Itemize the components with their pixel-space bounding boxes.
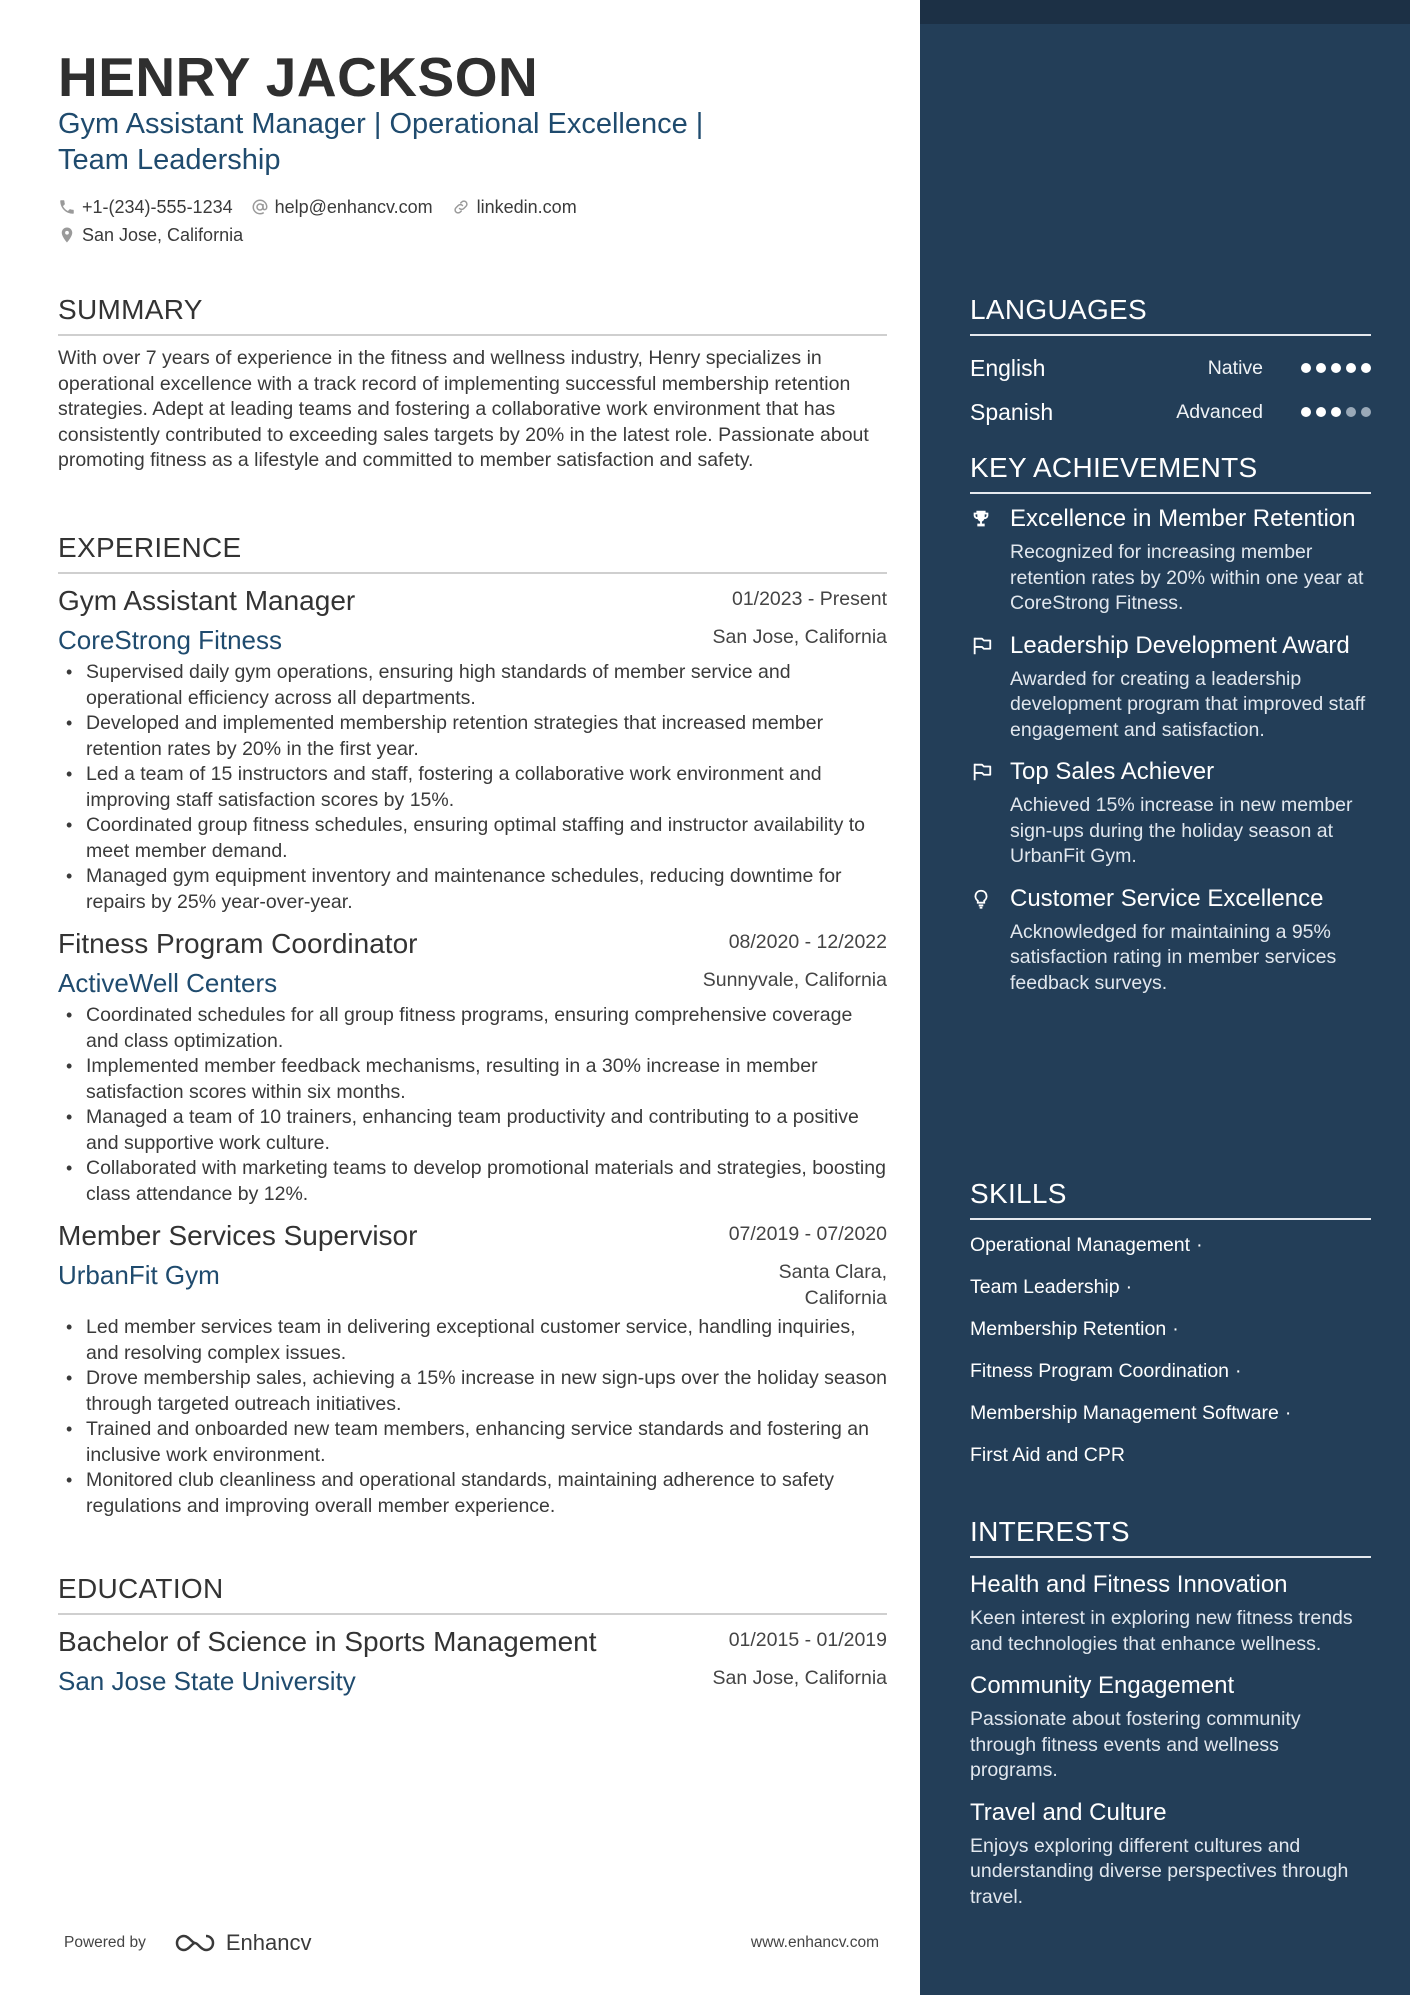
trophy-icon xyxy=(970,508,992,530)
job-bullets xyxy=(58,1315,887,1519)
achievement-item xyxy=(970,757,1371,870)
bullet-item: • Implemented member feedback mechanisms, resulting in a 30% increase in member satisfaction scores within six months. xyxy=(58,1054,887,1105)
location-text: San Jose, California xyxy=(82,224,244,245)
job-dates: 07/2019 - 07/2020 xyxy=(728,1223,887,1245)
sidebar-top-bar xyxy=(920,0,1410,24)
interest-title: Health and Fitness Innovation xyxy=(970,1571,1288,1598)
achievement-title: Top Sales Achiever xyxy=(1010,758,1215,785)
rating-dot-filled xyxy=(1301,407,1311,417)
bullet-item: • Supervised daily gym operations, ensuring high standards of member service and operational efficiency across all departments. xyxy=(58,660,887,711)
section-title: KEY ACHIEVEMENTS xyxy=(970,452,1371,494)
skills-section xyxy=(970,1178,1371,1482)
bullet-item: • Coordinated group fitness schedules, ensuring optimal staffing and instructor availability to meet member demand. xyxy=(58,813,887,864)
company-name: ActiveWell Centers xyxy=(58,968,278,998)
section-title: EDUCATION xyxy=(58,1573,887,1615)
section-title: SUMMARY xyxy=(58,294,887,336)
job-title: Gym Assistant Manager xyxy=(58,585,356,616)
lightbulb-icon xyxy=(970,888,992,910)
school-location: San Jose, California xyxy=(712,1667,887,1689)
rating-dot-empty xyxy=(1346,407,1356,417)
title-line: Gym Assistant Manager | Operational Excellence | xyxy=(58,108,704,140)
bullet-item: • Drove membership sales, achieving a 15% increase in new sign-ups over the holiday season through targeted outreach initiatives. xyxy=(58,1366,887,1417)
linkedin-contact[interactable] xyxy=(451,197,577,218)
job-bullets xyxy=(58,660,887,915)
interests-section xyxy=(970,1516,1371,1922)
language-rating xyxy=(1296,407,1371,417)
achievement-title: Customer Service Excellence xyxy=(1010,884,1324,912)
bullet-item: • Managed gym equipment inventory and maintenance schedules, reducing downtime for repairs by 25% year-over-year. xyxy=(58,864,887,915)
skill-label: Team Leadership xyxy=(970,1276,1120,1298)
school-name: San Jose State University xyxy=(58,1666,356,1696)
summary-section xyxy=(58,294,887,474)
language-name: Spanish xyxy=(970,398,1054,425)
rating-dot-filled xyxy=(1316,407,1326,417)
bullet-item: • Collaborated with marketing teams to develop promotional materials and strategies, boosting class attendance by 12%. xyxy=(58,1156,887,1207)
email-text: help@enhancv.com xyxy=(274,196,433,217)
education-dates: 01/2015 - 01/2019 xyxy=(728,1629,887,1651)
company-name: UrbanFit Gym xyxy=(58,1260,220,1290)
email-contact[interactable] xyxy=(251,197,433,218)
skill-item xyxy=(970,1440,1371,1482)
achievement-item xyxy=(970,504,1371,617)
skill-label: Operational Management xyxy=(970,1234,1191,1256)
language-level: Advanced xyxy=(1176,400,1263,423)
interest-description: Enjoys exploring different cultures and understanding diverse perspectives through travel. xyxy=(970,1834,1349,1908)
skill-label: First Aid and CPR xyxy=(970,1444,1125,1466)
job-title: Member Services Supervisor xyxy=(58,1220,418,1251)
bullet-item: • Trained and onboarded new team members, enhancing service standards and fostering an inclusive work environment. xyxy=(58,1417,887,1468)
rating-dot-filled xyxy=(1316,363,1326,373)
phone-contact[interactable] xyxy=(58,197,233,218)
skill-item: Membership Management Software · xyxy=(970,1402,1292,1424)
experience-entry xyxy=(58,1219,887,1519)
skill-item: Fitness Program Coordination · xyxy=(970,1360,1242,1382)
rating-dot-filled xyxy=(1331,363,1341,373)
language-item xyxy=(970,346,1371,390)
candidate-name: HENRY JACKSON xyxy=(58,46,539,108)
powered-by-label: Powered by xyxy=(64,1934,146,1951)
experience-section xyxy=(58,532,887,1531)
bullet-item: • Managed a team of 10 trainers, enhancing team productivity and contributing to a positive and supportive work culture. xyxy=(58,1105,887,1156)
skill-item: Team Leadership · xyxy=(970,1276,1133,1298)
bullet-item: • Developed and implemented membership retention strategies that increased member retention rates by 20% in the first year. xyxy=(58,711,887,762)
achievements-section xyxy=(970,452,1371,1010)
achievement-description: Achieved 15% increase in new member sign-ups during the holiday season at UrbanFit Gym. xyxy=(1010,794,1353,867)
job-location: San Jose, California xyxy=(712,626,887,648)
linkedin-text: linkedin.com xyxy=(476,196,577,217)
contact-info xyxy=(58,193,818,249)
bullet-item: • Led member services team in delivering exceptional customer service, handling inquiries, and resolving complex issues. xyxy=(58,1315,887,1366)
skill-item: Operational Management · xyxy=(970,1234,1203,1256)
achievement-description: Acknowledged for maintaining a 95% satisfaction rating in member services feedback surveys. xyxy=(1010,920,1337,994)
location-pin-icon xyxy=(58,226,76,244)
language-name: English xyxy=(970,354,1046,381)
interest-item xyxy=(970,1669,1371,1784)
enhancv-logo[interactable] xyxy=(172,1930,312,1956)
at-icon xyxy=(251,198,269,216)
education-section xyxy=(58,1573,887,1697)
phone-text: +1-(234)-555-1234 xyxy=(82,196,233,217)
location-contact xyxy=(58,225,243,246)
job-dates: 08/2020 - 12/2022 xyxy=(728,931,887,953)
interest-title: Community Engagement xyxy=(970,1672,1235,1699)
flag-icon xyxy=(970,635,994,657)
achievement-title: Excellence in Member Retention xyxy=(1010,505,1356,532)
skill-item: Membership Retention · xyxy=(970,1318,1179,1340)
company-name: CoreStrong Fitness xyxy=(58,625,282,655)
candidate-title xyxy=(58,106,818,178)
section-title: SKILLS xyxy=(970,1178,1371,1220)
job-location: Santa Clara, California xyxy=(778,1261,887,1309)
summary-text: With over 7 years of experience in the fitness and wellness industry, Henry specializes in operational excellence with a track record of implementing successful membership retention strategies. Adept at leading teams and fostering a collaborative work environment that has consistently contributed to exceeding sales targets by 20% in the latest role. Passionate about promoting fitness as a lifestyle and committed to member satisfaction and safety. xyxy=(58,347,869,471)
link-icon xyxy=(451,198,471,216)
achievement-item xyxy=(970,884,1371,997)
rating-dot-filled xyxy=(1301,363,1311,373)
rating-dot-filled xyxy=(1361,363,1371,373)
phone-icon xyxy=(58,198,76,216)
language-item xyxy=(970,390,1371,434)
job-dates: 01/2023 - Present xyxy=(731,588,887,610)
languages-section xyxy=(970,294,1371,434)
skill-label: Membership Retention xyxy=(970,1318,1167,1340)
brand-name: Enhancv xyxy=(225,1930,312,1955)
section-title: INTERESTS xyxy=(970,1516,1371,1558)
interest-item xyxy=(970,1796,1371,1911)
interest-description: Passionate about fostering community through fitness events and wellness programs. xyxy=(970,1708,1301,1781)
job-bullets xyxy=(58,1003,887,1207)
achievement-item xyxy=(970,631,1371,744)
degree: Bachelor of Science in Sports Management xyxy=(58,1626,597,1657)
interest-item xyxy=(970,1568,1371,1657)
flag-icon xyxy=(970,761,994,783)
section-title: LANGUAGES xyxy=(970,294,1371,336)
achievement-description: Awarded for creating a leadership development program that improved staff engagement and satisfaction. xyxy=(1010,667,1366,741)
language-rating xyxy=(1296,363,1371,373)
interest-description: Keen interest in exploring new fitness trends and technologies that enhance wellness. xyxy=(970,1607,1353,1655)
language-level: Native xyxy=(1207,356,1263,379)
job-location: Sunnyvale, California xyxy=(702,969,887,991)
bullet-item: • Led a team of 15 instructors and staff, fostering a collaborative work environment and improving staff satisfaction scores by 15%. xyxy=(58,762,887,813)
skill-label: Fitness Program Coordination xyxy=(970,1360,1230,1382)
title-line: Team Leadership xyxy=(58,144,281,176)
sidebar xyxy=(920,0,1410,1995)
rating-dot-empty xyxy=(1361,407,1371,417)
skill-label: Membership Management Software xyxy=(970,1402,1279,1424)
achievement-description: Recognized for increasing member retention rates by 20% within one year at CoreStrong Fitness. xyxy=(1010,541,1364,614)
infinity-logo-icon xyxy=(172,1931,218,1955)
job-title: Fitness Program Coordinator xyxy=(58,928,418,959)
footer-url[interactable]: www.enhancv.com xyxy=(750,1934,879,1951)
rating-dot-filled xyxy=(1331,407,1341,417)
section-title: EXPERIENCE xyxy=(58,532,887,574)
rating-dot-filled xyxy=(1346,363,1356,373)
experience-entry xyxy=(58,584,887,915)
bullet-item: • Monitored club cleanliness and operational standards, maintaining adherence to safety regulations and improving overall member experience. xyxy=(58,1468,887,1519)
achievement-title: Leadership Development Award xyxy=(1010,631,1350,659)
experience-entry xyxy=(58,927,887,1207)
footer xyxy=(64,1930,879,1956)
interest-title: Travel and Culture xyxy=(970,1798,1167,1826)
bullet-item: • Coordinated schedules for all group fitness programs, ensuring comprehensive coverage and class optimization. xyxy=(58,1003,887,1054)
